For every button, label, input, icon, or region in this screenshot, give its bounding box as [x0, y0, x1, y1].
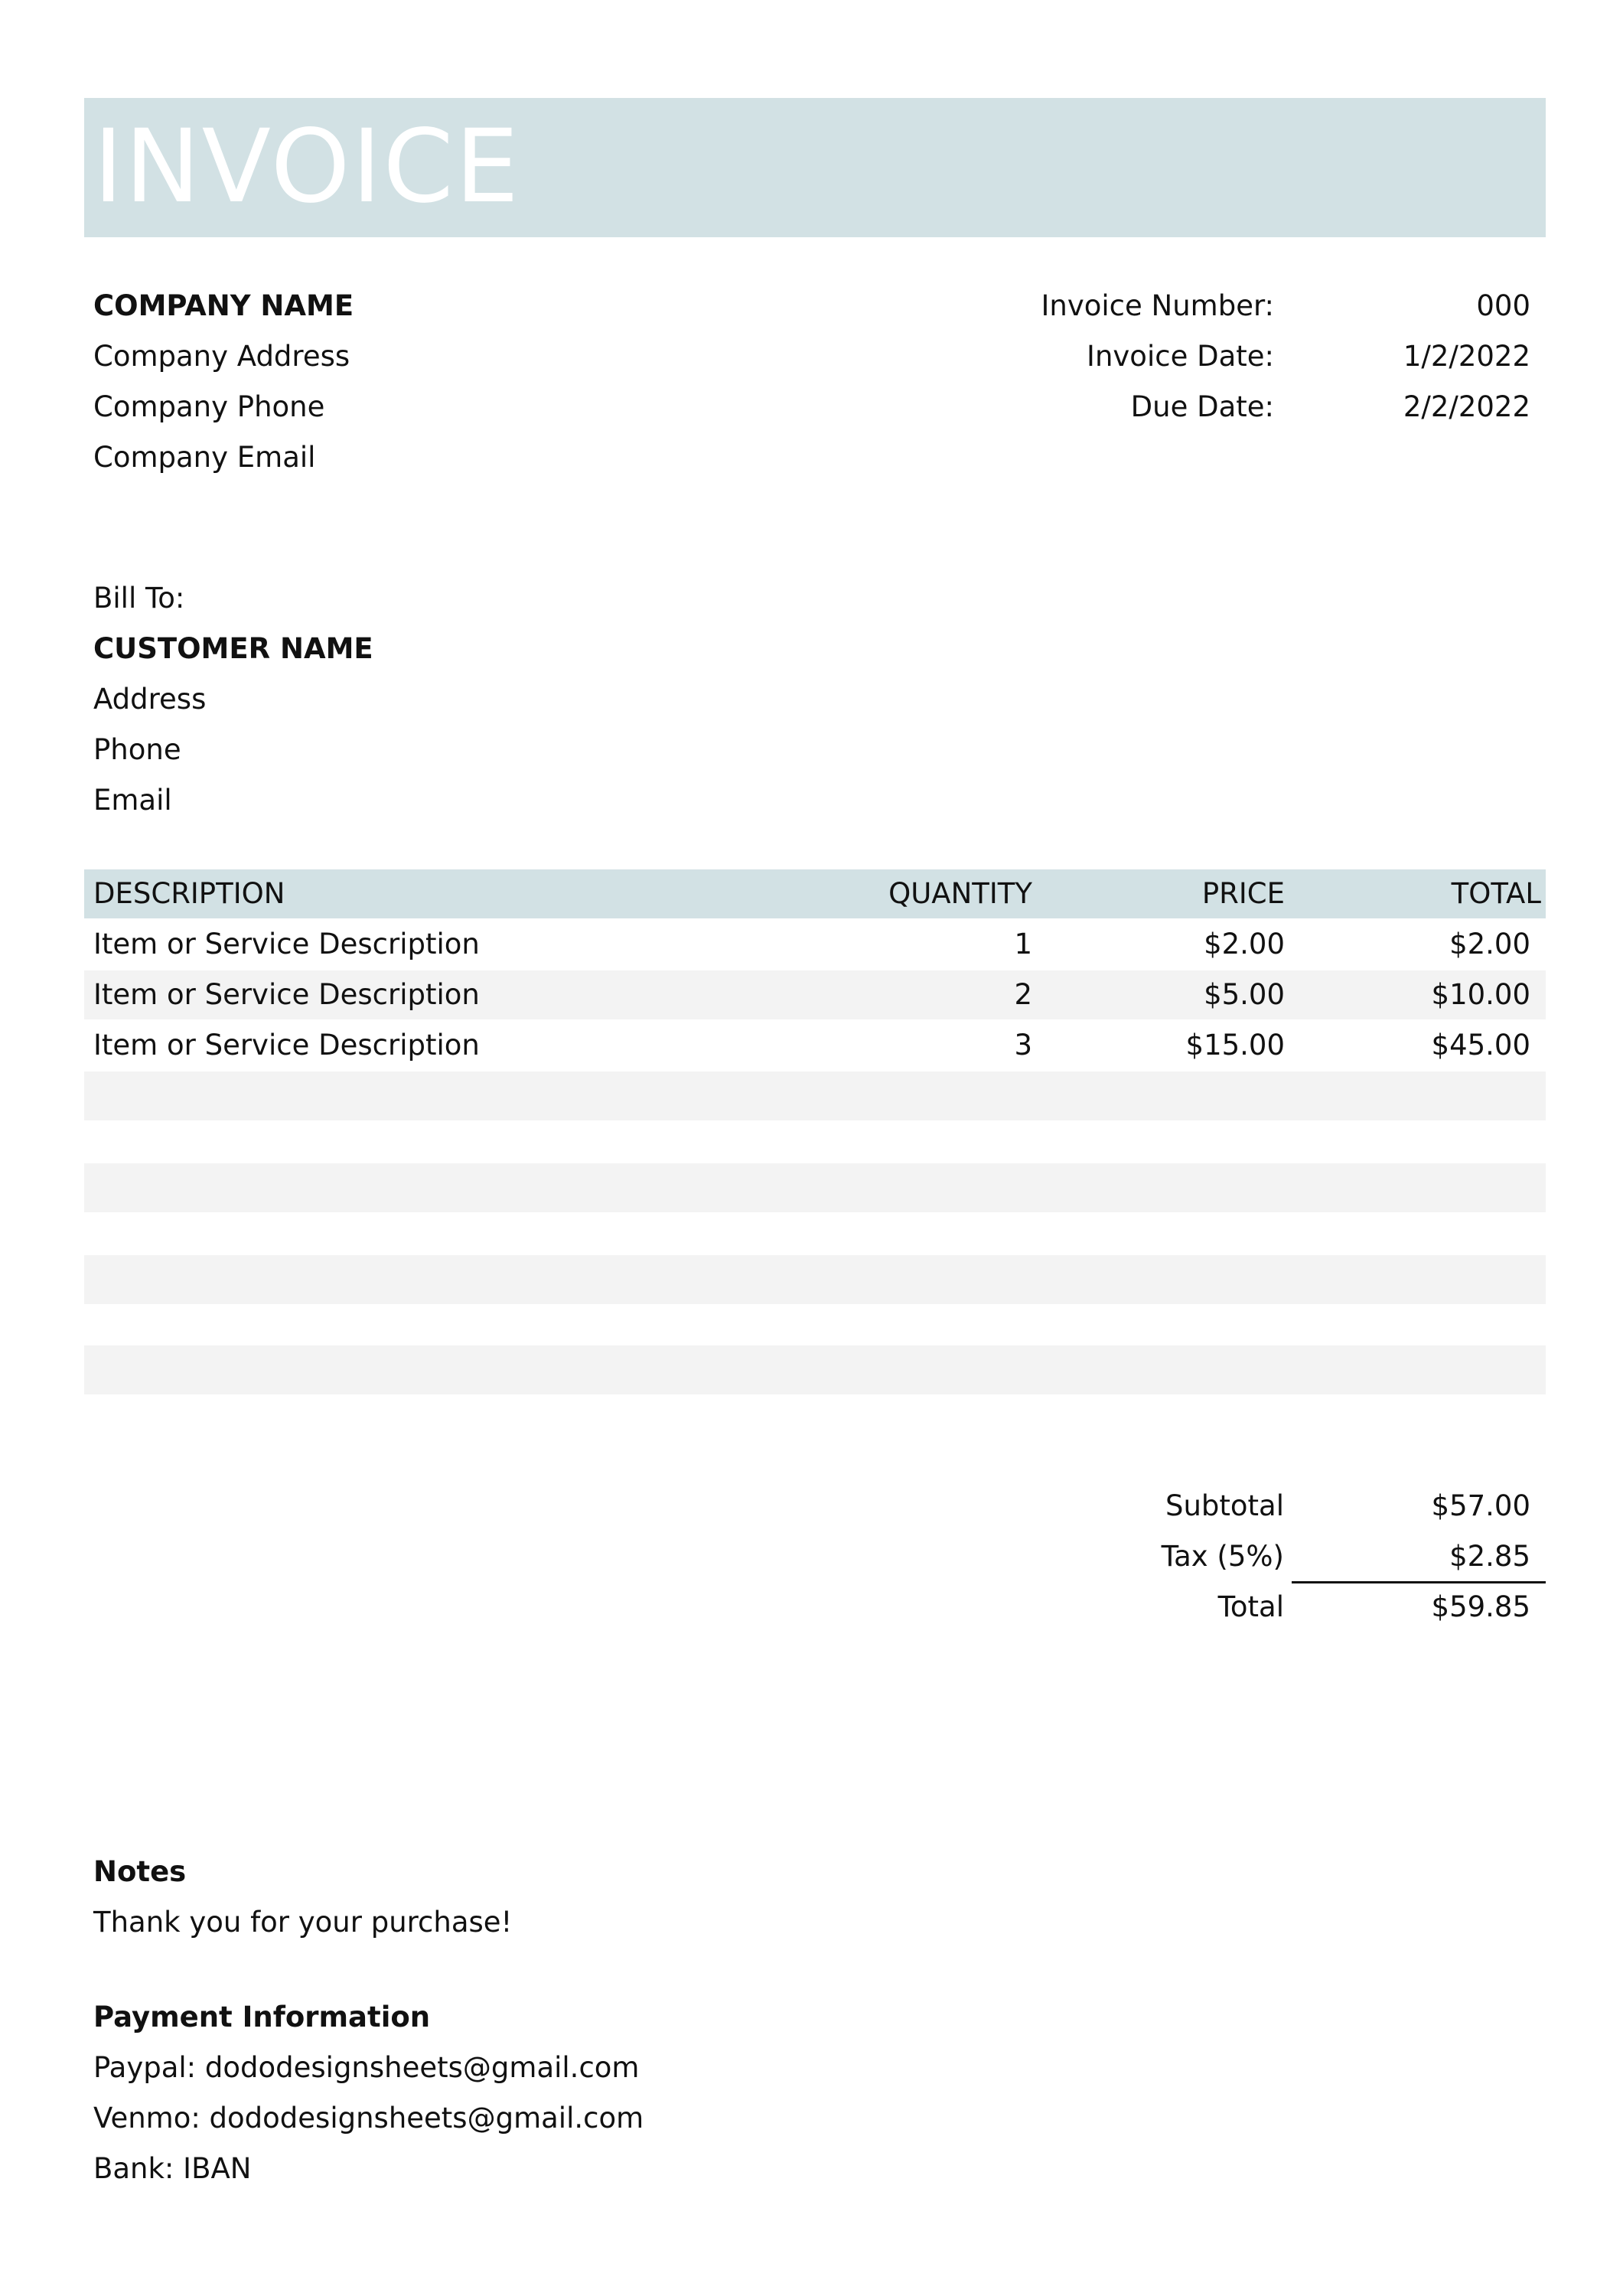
row-description: Item or Service Description [93, 978, 480, 1011]
row-price: $15.00 [1185, 1029, 1285, 1062]
invoice-date-value: 1/2/2022 [1403, 340, 1530, 373]
table-row-stripe [84, 1163, 1546, 1212]
company-phone: Company Phone [93, 390, 325, 423]
invoice-number-label: Invoice Number: [1041, 289, 1274, 322]
row-quantity: 1 [1014, 928, 1032, 960]
customer-name: CUSTOMER NAME [93, 632, 373, 665]
payment-paypal: Paypal: dododesignsheets@gmail.com [93, 2051, 640, 2084]
payment-venmo: Venmo: dododesignsheets@gmail.com [93, 2102, 644, 2135]
notes-text: Thank you for your purchase! [93, 1906, 513, 1939]
row-description: Item or Service Description [93, 928, 480, 960]
notes-heading: Notes [93, 1855, 187, 1888]
tax-label: Tax (5%) [1161, 1540, 1284, 1573]
total-value: $59.85 [1431, 1590, 1530, 1623]
table-header-band [84, 869, 1546, 918]
row-price: $2.00 [1204, 928, 1285, 960]
customer-phone: Phone [93, 733, 181, 766]
invoice-date-label: Invoice Date: [1087, 340, 1274, 373]
payment-bank: Bank: IBAN [93, 2152, 252, 2185]
invoice-number-value: 000 [1476, 289, 1530, 322]
row-total: $45.00 [1431, 1029, 1530, 1062]
customer-email: Email [93, 784, 172, 817]
company-name: COMPANY NAME [93, 289, 354, 322]
subtotal-label: Subtotal [1165, 1489, 1284, 1522]
row-total: $10.00 [1431, 978, 1530, 1011]
row-quantity: 3 [1014, 1029, 1032, 1062]
payment-heading: Payment Information [93, 2001, 431, 2033]
col-header-description: DESCRIPTION [93, 877, 285, 910]
tax-value: $2.85 [1449, 1540, 1530, 1573]
due-date-label: Due Date: [1130, 390, 1274, 423]
totals-divider [1292, 1581, 1546, 1583]
invoice-title: INVOICE [93, 108, 521, 226]
row-description: Item or Service Description [93, 1029, 480, 1062]
row-quantity: 2 [1014, 978, 1032, 1011]
row-total: $2.00 [1449, 928, 1530, 960]
company-email: Company Email [93, 441, 316, 474]
col-header-price: PRICE [1201, 877, 1285, 910]
company-address: Company Address [93, 340, 350, 373]
table-row-stripe [84, 1345, 1546, 1394]
row-price: $5.00 [1204, 978, 1285, 1011]
table-row-stripe [84, 1255, 1546, 1304]
due-date-value: 2/2/2022 [1403, 390, 1530, 423]
customer-address: Address [93, 683, 207, 716]
col-header-quantity: QUANTITY [888, 877, 1032, 910]
table-row-stripe [84, 1071, 1546, 1120]
bill-to-label: Bill To: [93, 582, 185, 615]
total-label: Total [1217, 1590, 1284, 1623]
col-header-total: TOTAL [1451, 877, 1541, 910]
subtotal-value: $57.00 [1431, 1489, 1530, 1522]
